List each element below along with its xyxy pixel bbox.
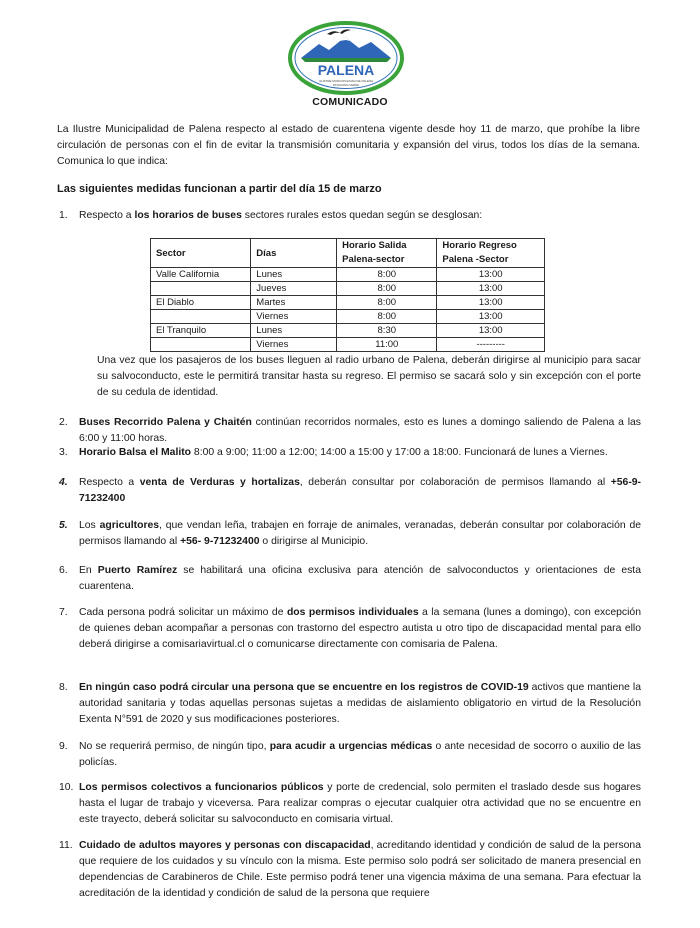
- logo-text: PALENA: [317, 62, 375, 78]
- item-text: Respecto a: [79, 210, 135, 221]
- table-cell: 8:00: [337, 310, 437, 324]
- item-bold-text: Horario Balsa el Malito: [79, 447, 192, 458]
- table-cell: 13:00: [437, 282, 545, 296]
- column-header: Horario Salida Palena-sector: [337, 239, 437, 268]
- item-text: a la semana (lunes a domingo), con excepción de quienes deban acompañar a personas con trastorno del espectro autista u otro tipo de discapacidad mental para ello deberá dirigirse a comisariavirtual.cl o comunicarse directamente con comisaria de Palena.: [79, 607, 641, 650]
- table-cell: [151, 310, 251, 324]
- item-bold-text: para acudir a urgencias médicas: [269, 741, 433, 752]
- table-cell: 11:00: [337, 338, 437, 352]
- bus-schedule-table: [150, 238, 545, 352]
- item-number: 2.: [59, 417, 68, 428]
- table-cell: Lunes: [251, 268, 337, 282]
- item-text: sectores rurales estos quedan según se desglosan:: [241, 210, 483, 221]
- item-number: 1.: [59, 210, 68, 221]
- list-item-6: [59, 563, 641, 595]
- list-item-1: [59, 208, 641, 224]
- item-bold-text: venta de Verduras y hortalizas: [139, 477, 300, 488]
- list-item-2: [59, 415, 641, 447]
- item-number: 8.: [59, 682, 68, 693]
- item-bold-text: agricultores: [99, 520, 160, 531]
- item-text: En: [79, 565, 98, 576]
- table-cell: 8:00: [337, 296, 437, 310]
- item-bold-text: Los permisos colectivos a funcionarios públicos: [79, 782, 324, 793]
- item-text: activos que mantiene la autoridad sanitaria y todas aquellas personas sujetas a medidas de aislamiento obligatorio en virtud de la Resolución Exenta N°591 de 2020 y sus modificaciones posteriores.: [79, 682, 641, 725]
- logo-subtext2: PATAGONIA VERDE: [333, 83, 359, 87]
- logo-subtext: ILUSTRE MUNICIPALIDAD DE PALENA: [318, 79, 374, 83]
- item-text: 8:00 a 9:00; 11:00 a 12:00; 14:00 a 15:00 y 17:00 a 18:00. Funcionará de lunes a Viernes.: [191, 447, 608, 458]
- list-item-8: [59, 680, 641, 728]
- table-row: [151, 338, 545, 352]
- table-cell: 8:00: [337, 268, 437, 282]
- item-text: o ante necesidad de socorro o auxilio de las policías.: [79, 741, 641, 768]
- item-text: continúan recorridos normales, esto es lunes a domingo saliendo de Palena a las 6:00 y 11:00 horas.: [79, 417, 641, 444]
- item-text: , acreditando identidad y condición de salud de la persona que requiere de los cuidados y su vínculo con la misma. Este permiso solo podrá ser solicitado de manera presencial en dependencias de Carabineros de Chile. Este permiso podrá tener una vigencia máxima de una semana. Para efectuar la acreditación de la identidad y condición de salud de la persona que requiere: [79, 840, 641, 899]
- item-text: , que vendan leña, trabajen en forraje de animales, veranadas, deberán consultar por colaboración de permisos llamando al: [79, 520, 641, 547]
- table-cell: Lunes: [251, 324, 337, 338]
- table-cell: El Tranquilo: [151, 324, 251, 338]
- item-bold-text: Puerto Ramírez: [97, 565, 178, 576]
- table-cell: 8:30: [337, 324, 437, 338]
- column-header: Días: [251, 239, 337, 268]
- intro-paragraph: La Ilustre Municipalidad de Palena respecto al estado de cuarentena vigente desde hoy 11 de marzo, que prohíbe la libre circulación de personas con el fin de evitar la transmisión comunitaria y expansión del virus, todos los días de la semana. Comunica lo que indica:: [57, 124, 640, 167]
- item-text: se habilitará una oficina exclusiva para atención de salvoconductos y orientaciones de esta cuarentena.: [79, 565, 641, 592]
- item-number: 7.: [59, 607, 68, 618]
- table-cell: 13:00: [437, 310, 545, 324]
- item-bold-text: En ningún caso podrá circular una persona que se encuentre en los registros de COVID-19: [79, 682, 529, 693]
- table-header-row: [151, 239, 545, 268]
- item-number: 11.: [59, 840, 73, 851]
- table-row: [151, 296, 545, 310]
- table-cell: ---------: [437, 338, 545, 352]
- column-header: Sector: [151, 239, 251, 268]
- item-number: 10.: [59, 782, 74, 793]
- table-cell: [151, 282, 251, 296]
- list-item-10: [59, 780, 641, 828]
- item-bold-text: Buses Recorrido Palena y Chaitén: [79, 417, 252, 428]
- table-cell: Jueves: [251, 282, 337, 296]
- item-number: 4.: [59, 477, 68, 488]
- item-number: 5.: [59, 520, 68, 531]
- item-number: 6.: [59, 565, 68, 576]
- list-item-5: [59, 518, 641, 550]
- table-cell: 13:00: [437, 268, 545, 282]
- after-table-paragraph: Una vez que los pasajeros de los buses lleguen al radio urbano de Palena, deberán dirigirse al municipio para sacar su salvoconducto, este le permitirá transitar hasta su regreso. El permiso se sacará solo y sin excepción con el porte de su cedula de identidad.: [97, 355, 641, 398]
- item-bold-text: dos permisos individuales: [286, 607, 419, 618]
- subheading: Las siguientes medidas funcionan a partir del día 15 de marzo: [57, 183, 382, 195]
- table-cell: El Diablo: [151, 296, 251, 310]
- item-text: y porte de credencial, solo permiten el traslado desde sus hogares hasta el lugar de trabajo y viceversa. Para realizar compras o ejecutar cualquier otra actividad que no se encuentre en este trayecto, deberá solicitar su salvoconducto en comisaria virtual.: [79, 782, 641, 825]
- item-text: Los: [79, 520, 100, 531]
- item-text: Cada persona podrá solicitar un máximo de: [79, 607, 287, 618]
- table-row: [151, 310, 545, 324]
- list-item-3: [59, 445, 641, 461]
- palena-logo: [287, 20, 405, 96]
- table-row: [151, 282, 545, 296]
- item-text: No se requerirá permiso, de ningún tipo,: [79, 741, 270, 752]
- table-cell: [151, 338, 251, 352]
- item-text: , deberán consultar por colaboración de permisos llamando al: [299, 477, 611, 488]
- list-item-11: [59, 838, 641, 902]
- item-number: 3.: [59, 447, 68, 458]
- palena-logo-graphic: [287, 20, 405, 96]
- item-bold-text: los horarios de buses: [134, 210, 242, 221]
- table-cell: Valle California: [151, 268, 251, 282]
- table-cell: 13:00: [437, 324, 545, 338]
- table-cell: Martes: [251, 296, 337, 310]
- table-row: [151, 268, 545, 282]
- item-bold-text: Cuidado de adultos mayores y personas con discapacidad: [79, 840, 371, 851]
- list-item-7: [59, 605, 641, 653]
- table-cell: 13:00: [437, 296, 545, 310]
- table-cell: 8:00: [337, 282, 437, 296]
- column-header: Horario Regreso Palena -Sector: [437, 239, 545, 268]
- table-row: [151, 324, 545, 338]
- item-text: o dirigirse al Municipio.: [259, 536, 369, 547]
- phone-number: +56- 9-71232400: [180, 536, 260, 547]
- list-item-4: [59, 475, 642, 507]
- item-number: 9.: [59, 741, 68, 752]
- table-cell: Viernes: [251, 310, 337, 324]
- table-cell: Viernes: [251, 338, 337, 352]
- list-item-9: [59, 739, 641, 771]
- document-title: COMUNICADO: [312, 96, 388, 108]
- item-text: Respecto a: [79, 477, 140, 488]
- phone-number: +56-9-71232400: [79, 477, 642, 504]
